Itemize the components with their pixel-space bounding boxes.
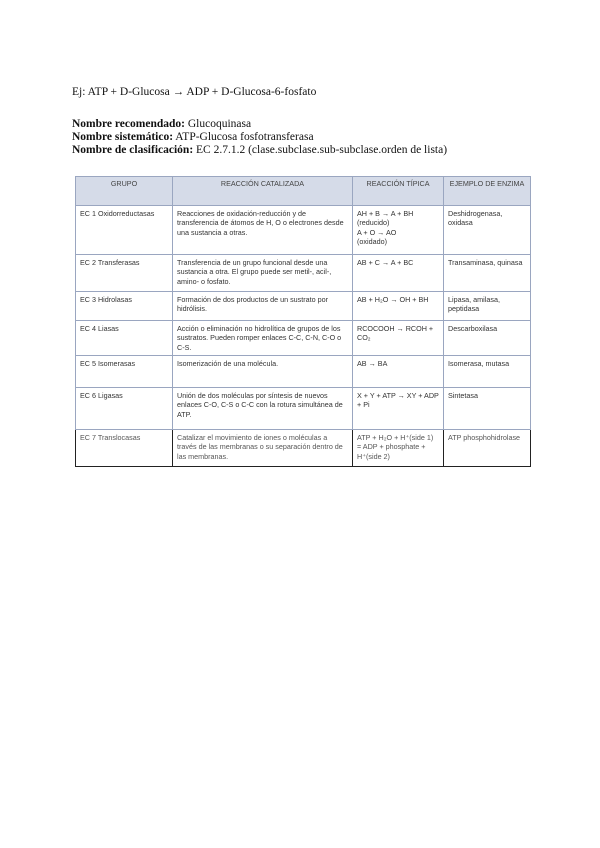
cell-reaction: Transferencia de un grupo funcional desde una sustancia a otra. El grupo puede ser metil-, acil-, amino- o fosfato. (173, 255, 353, 292)
header-group: GRUPO (76, 177, 173, 206)
systematic-name (72, 131, 314, 143)
cell-typical: AB → BA (353, 356, 444, 388)
header-reaction: REACCIÓN CATALIZADA (173, 177, 353, 206)
classification-name-value: EC 2.7.1.2 (clase.subclase.sub-subclase.orden de lista) (193, 144, 448, 156)
cell-typical: ATP + H₂O + H⁺(side 1) = ADP + phosphate + H⁺(side 2) (353, 430, 444, 467)
cell-reaction: Catalizar el movimiento de iones o moléculas a través de las membranas o su separación dentro de las membranas. (173, 430, 353, 467)
cell-reaction: Formación de dos productos de un sustrato por hidrólisis. (173, 292, 353, 321)
cell-typical: RCOCOOH → RCOH + CO₂ (353, 321, 444, 356)
cell-group: EC 1 Oxidorreductasas (76, 206, 173, 255)
systematic-name-value: ATP-Glucosa fosfotransferasa (173, 131, 314, 143)
cell-typical: AB + C → A + BC (353, 255, 444, 292)
table-row (76, 255, 531, 292)
cell-group: EC 7 Translocasas (76, 430, 173, 467)
cell-example: Lipasa, amilasa, peptidasa (444, 292, 531, 321)
typical-line: AH + B → A + BH (357, 209, 414, 218)
cell-typical: X + Y + ATP → XY + ADP + Pi (353, 388, 444, 430)
table-header-row (76, 177, 531, 206)
cell-group: EC 4 Liasas (76, 321, 173, 356)
recommended-name (72, 118, 251, 130)
recommended-name-label: Nombre recomendado: (72, 118, 185, 130)
table-row (76, 321, 531, 356)
cell-example: Transaminasa, quinasa (444, 255, 531, 292)
cell-reaction: Reacciones de oxidación-reducción y de transferencia de átomos de H, O o electrones desde una sustancia a otras. (173, 206, 353, 255)
cell-example: Descarboxilasa (444, 321, 531, 356)
classification-name (72, 144, 447, 156)
cell-typical (353, 206, 444, 255)
cell-group: EC 2 Transferasas (76, 255, 173, 292)
header-typical: REACCIÓN TÍPICA (353, 177, 444, 206)
cell-typical: AB + H₂O → OH + BH (353, 292, 444, 321)
recommended-name-value: Glucoquinasa (184, 118, 252, 130)
typical-line: A + O → AO (357, 227, 397, 237)
table-row (76, 356, 531, 388)
cell-reaction: Isomerización de una molécula. (173, 356, 353, 388)
cell-example: Sintetasa (444, 388, 531, 430)
table-row (76, 292, 531, 321)
cell-group: EC 6 Ligasas (76, 388, 173, 430)
typical-line: (oxidado) (357, 237, 387, 247)
table-row (76, 206, 531, 255)
cell-reaction: Unión de dos moléculas por síntesis de nuevos enlaces C-O, C-S o C-C con la rotura simultánea de ATP. (173, 388, 353, 430)
cell-example: Isomerasa, mutasa (444, 356, 531, 388)
cell-example: ATP phosphohidrolase (444, 430, 531, 467)
enzyme-table (75, 176, 531, 467)
header-example: EJEMPLO DE ENZIMA (444, 177, 531, 206)
cell-group: EC 3 Hidrolasas (76, 292, 173, 321)
systematic-name-label: Nombre sistemático: (72, 131, 174, 143)
cell-reaction: Acción o eliminación no hidrolítica de grupos de los sustratos. Pueden romper enlaces C-C, C-N, C-O o C-S. (173, 321, 353, 356)
cell-example: Deshidrogenasa, oxidasa (444, 206, 531, 255)
table-row (76, 388, 531, 430)
table-row (76, 430, 531, 467)
classification-name-label: Nombre de clasificación: (72, 144, 194, 156)
cell-group: EC 5 Isomerasas (76, 356, 173, 388)
typical-line: (reducido) (357, 218, 390, 228)
example-reaction: Ej: ATP + D-Glucosa → ADP + D-Glucosa-6-fosfato (72, 86, 317, 98)
enzyme-classification-table (75, 176, 530, 467)
